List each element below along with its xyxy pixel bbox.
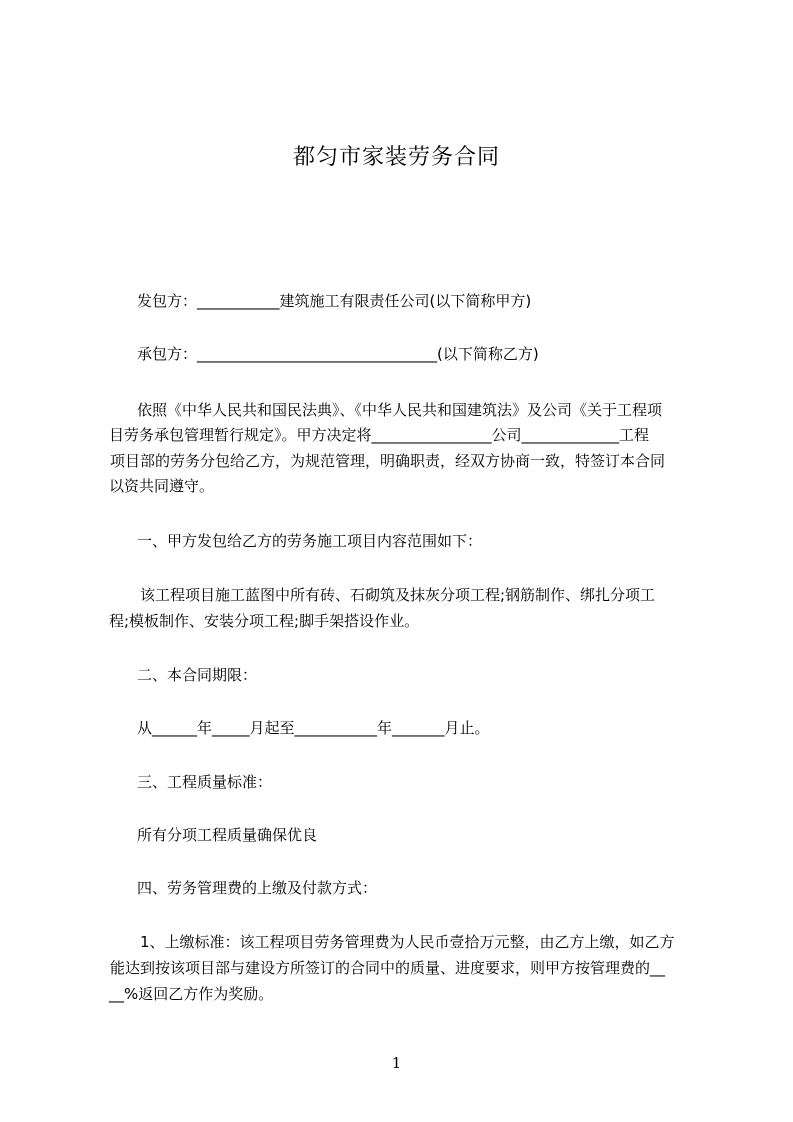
section-4-line-2: 能达到按该项目部与建设方所签订的合同中的质量、进度要求，则甲方按管理费的__ <box>110 959 666 977</box>
document-title: 都匀市家装劳务合同 <box>292 145 500 170</box>
intro-line-4: 以资共同遵守。 <box>109 477 215 495</box>
section-1-line-1: 该工程项目施工蓝图中所有砖、石砌筑及抹灰分项工程;钢筋制作、绑扎分项工 <box>140 586 656 604</box>
section-3-body: 所有分项工程质量确保优良 <box>137 826 318 844</box>
section-4-line-1: 1、上缴标准：该工程项目劳务管理费为人民币壹拾万元整，由乙方上缴，如乙方 <box>140 933 675 951</box>
section-2-title: 二、本合同期限： <box>137 666 258 684</box>
section-3-title: 三、工程质量标准： <box>137 773 273 791</box>
party-b-line: 承包方：________________________________(以下简称乙方) <box>137 345 539 363</box>
intro-line-1: 依照《中华人民共和国民法典》、《中华人民共和国建筑法》及公司《关于工程项 <box>137 401 663 419</box>
section-2-body: 从______年_____月起至___________年_______月止。 <box>137 719 490 737</box>
page-number: 1 <box>391 1054 402 1072</box>
section-4-title: 四、劳务管理费的上缴及付款方式： <box>137 879 378 897</box>
party-a-line: 发包方：___________建筑施工有限责任公司(以下简称甲方) <box>137 292 532 310</box>
section-1-title: 一、甲方发包给乙方的劳务施工项目内容范围如下： <box>137 532 483 550</box>
intro-line-2: 目劳务承包管理暂行规定》。甲方决定将________________公司_____________工程 <box>109 426 650 444</box>
section-4-line-3: __%返回乙方作为奖励。 <box>109 985 274 1003</box>
section-1-line-2: 程;模板制作、安装分项工程;脚手架搭设作业。 <box>109 612 420 630</box>
intro-line-3: 项目部的劳务分包给乙方，为规范管理，明确职责，经双方协商一致，特签订本合同 <box>110 452 666 470</box>
